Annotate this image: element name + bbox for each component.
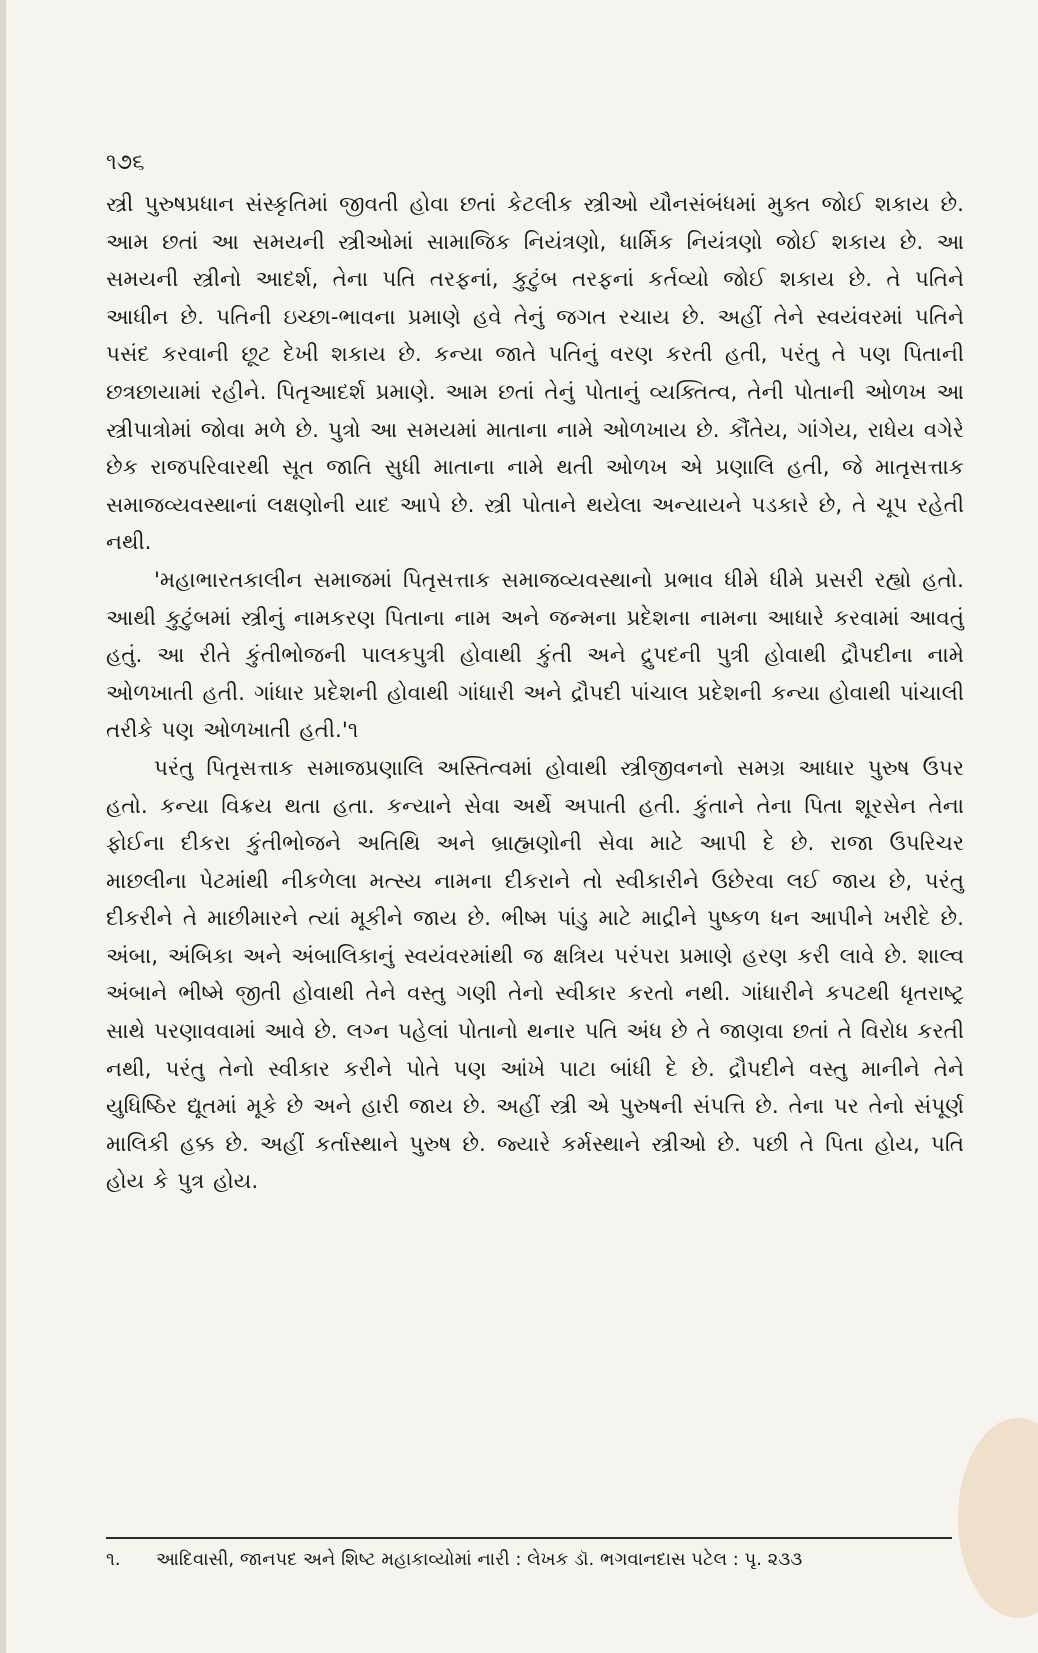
paper-stain xyxy=(958,1418,1038,1618)
paragraph-2-quote: 'મહાભારતકાલીન સમાજમાં પિતૃસત્તાક સમાજવ્યવસ્થાનો પ્રભાવ ધીમે ધીમે પ્રસરી રહ્યો હતો. આથી કુટુંબમાં સ્ત્રીનું નામકરણ પિતાના નામ અને જન્મના પ્રદેશના નામના આધારે કરવામાં આવતું હતું. આ રીતે કુંતીભોજની પાલકપુત્રી હોવાથી કુંતી અને દ્રુપદની પુત્રી હોવાથી દ્રૌપદીના નામે ઓળખાતી હતી. ગાંધાર પ્રદેશની હોવાથી ગાંધારી અને દ્રૌપદી પાંચાલ પ્રદેશની કન્યા હોવાથી પાંચાલી તરીકે પણ ઓળખાતી હતી.'૧ xyxy=(106,567,964,744)
page-edge xyxy=(0,0,6,1653)
page-body xyxy=(106,148,964,1201)
page-number: ૧૭૬ xyxy=(106,150,145,175)
footnote-text: આદિવાસી, જાનપદ અને શિષ્ટ મહાકાવ્યોમાં નારી : લેખક ડૉ. ભગવાનદાસ પટેલ : પૃ. ૨૩૩ xyxy=(156,1549,803,1570)
footnote-number: ૧. xyxy=(106,1549,121,1570)
footnote xyxy=(106,1546,952,1574)
footnote-divider xyxy=(106,1537,952,1539)
paragraph-3: પરંતુ પિતૃસત્તાક સમાજપ્રણાલિ અસ્તિત્વમાં હોવાથી સ્ત્રીજીવનનો સમગ્ર આધાર પુરુષ ઉપર હતો. કન્યા વિક્રય થતા હતા. કન્યાને સેવા અર્થે અપાતી હતી. કુંતાને તેના પિતા શૂરસેન તેના ફોઈના દીકરા કુંતીભોજને અતિથિ અને બ્રાહ્મણોની સેવા માટે આપી દે છે. રાજા ઉપરિચર માછલીના પેટમાંથી નીકળેલા મત્સ્ય નામના દીકરાને તો સ્વીકારીને ઉછેરવા લઈ જાય છે, પરંતુ દીકરીને તે માછીમારને ત્યાં મૂકીને જાય છે. ભીષ્મ પાંડુ માટે માદ્રીને પુષ્કળ ધન આપીને ખરીદે છે. અંબા, અંબિકા અને અંબાલિકાનું સ્વયંવરમાંથી જ ક્ષત્રિય પરંપરા પ્રમાણે હરણ કરી લાવે છે. શાલ્વ અંબાને ભીષ્મે જીતી હોવાથી તેને વસ્તુ ગણી તેનો સ્વીકાર કરતો નથી. ગાંધારીને કપટથી ધૃતરાષ્ટ્ર સાથે પરણાવવામાં આવે છે. લગ્ન પહેલાં પોતાનો થનાર પતિ અંધ છે તે જાણવા છતાં તે વિરોધ કરતી નથી, પરંતુ તેનો સ્વીકાર કરીને પોતે પણ આંખે પાટા બાંધી દે છે. દ્રૌપદીને વસ્તુ માનીને તેને યુધિષ્ઠિર દ્યૂતમાં મૂકે છે અને હારી જાય છે. અહીં સ્ત્રી એ પુરુષની સંપત્તિ છે. તેના પર તેનો સંપૂર્ણ માલિકી હક્ક છે. અહીં કર્તાસ્થાને પુરુષ છે. જ્યારે કર્મસ્થાને સ્ત્રીઓ છે. પછી તે પિતા હોય, પતિ હોય કે પુત્ર હોય. xyxy=(106,755,964,1195)
paragraph-1: સ્ત્રી પુરુષપ્રધાન સંસ્કૃતિમાં જીવતી હોવા છતાં કેટલીક સ્ત્રીઓ યૌનસંબંધમાં મુક્ત જોઈ શકાય છે. આમ છતાં આ સમયની સ્ત્રીઓમાં સામાજિક નિયંત્રણો, ધાર્મિક નિયંત્રણો જોઈ શકાય છે. આ સમયની સ્ત્રીનો આદર્શ, તેના પતિ તરફનાં, કુટુંબ તરફનાં કર્તવ્યો જોઈ શકાય છે. તે પતિને આધીન છે. પતિની ઇચ્છા-ભાવના પ્રમાણે હવે તેનું જગત રચાય છે. અહીં તેને સ્વયંવરમાં પતિને પસંદ કરવાની છૂટ દેખી શકાય છે. કન્યા જાતે પતિનું વરણ કરતી હતી, પરંતુ તે પણ પિતાની છત્રછાયામાં રહીને. પિતૃઆદર્શ પ્રમાણે. આમ છતાં તેનું પોતાનું વ્યક્તિત્વ, તેની પોતાની ઓળખ આ સ્ત્રીપાત્રોમાં જોવા મળે છે. પુત્રો આ સમયમાં માતાના નામે ઓળખાય છે. કૌંતેય, ગાંગેય, રાધેય વગેરે છેક રાજપરિવારથી સૂત જાતિ સુધી માતાના નામે થતી ઓળખ એ પ્રણાલિ હતી, જે માતૃસત્તાક સમાજવ્યવસ્થાનાં લક્ષણોની યાદ આપે છે. સ્ત્રી પોતાને થયેલા અન્યાયને પડકારે છે, તે ચૂપ રહેતી નથી. xyxy=(106,192,964,556)
